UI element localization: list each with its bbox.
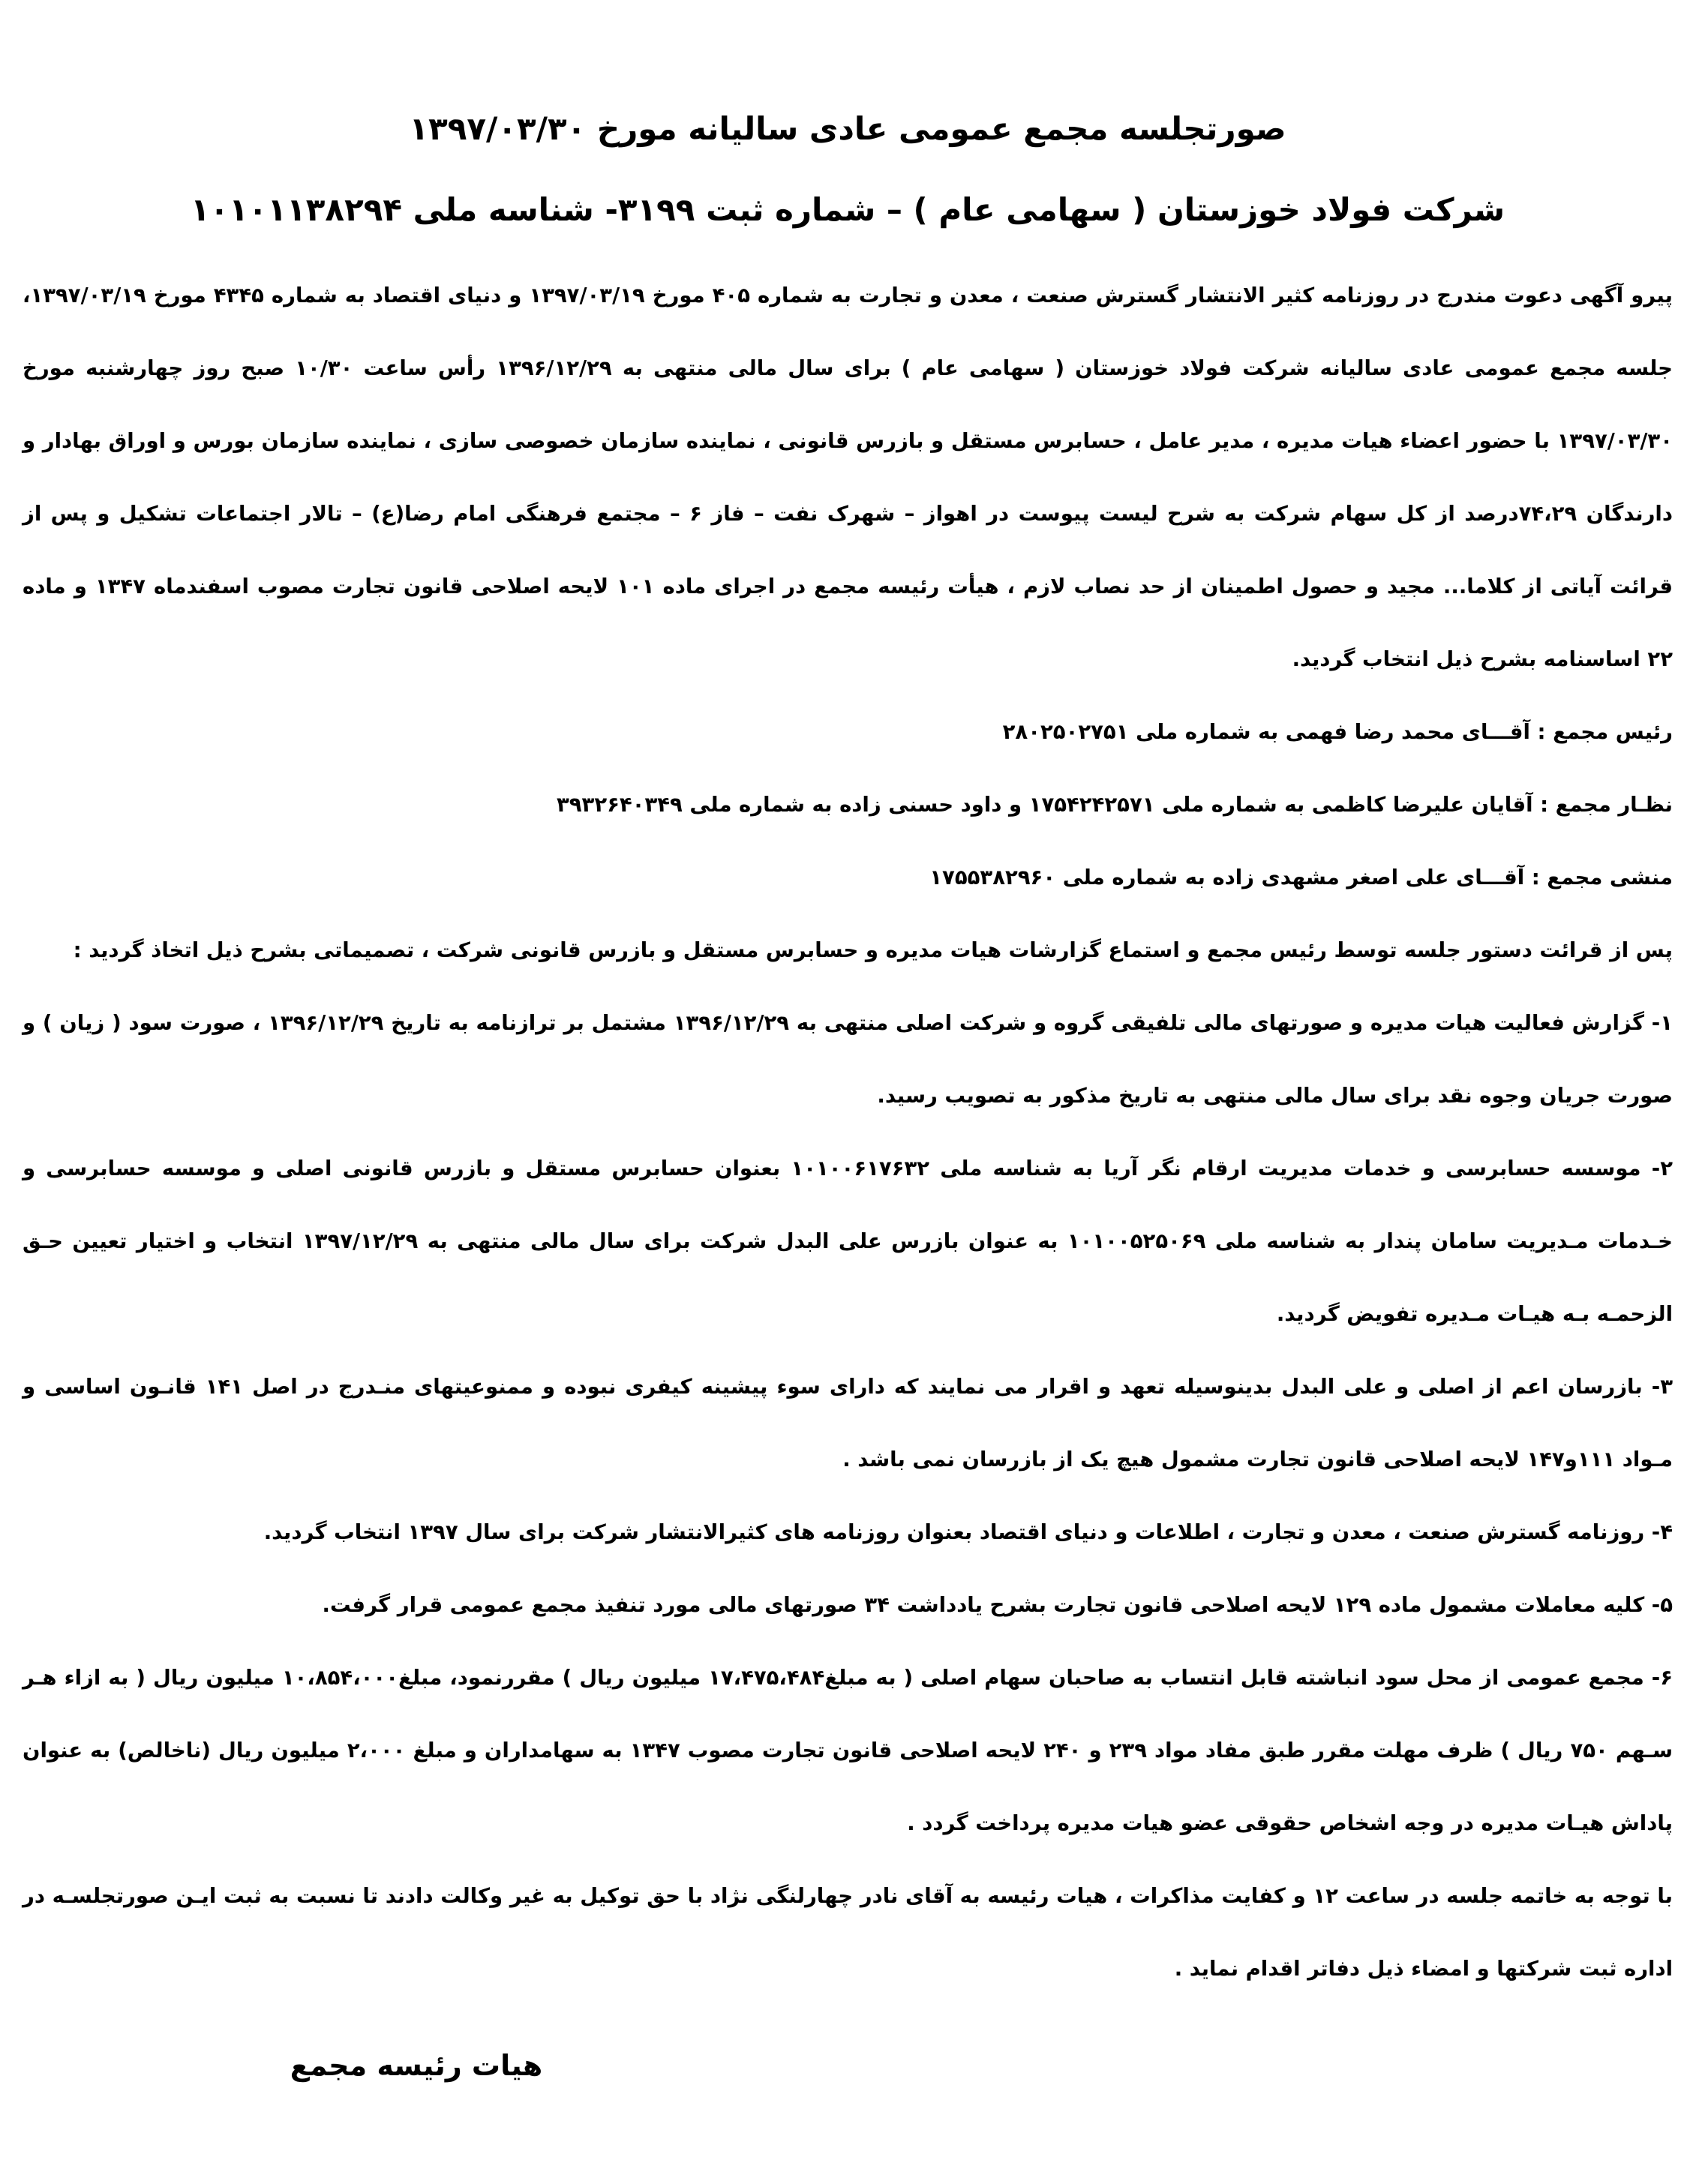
supervisors-line: نظـار مجمع : آقایان علیرضا کاظمی به شماره ملی ۱۷۵۴۲۴۲۵۷۱ و داود حسنی زاده به شماره ملی ۳۹۳۲۶۴۰۳۴۹ [556,793,1673,817]
document-body [23,260,1673,2006]
closing-paragraph: با توجه به خاتمه جلسه در ساعت ۱۲ و کفایت مذاکرات ، هیات رئیسه به آقای نادر چهارلنگی نژاد با حق توکیل به غیر وکالت دادند تا نسبت به ثبت ایـن صورتجلسـه در اداره ثبت شرکتها و امضاء ذیل دفاتر اقدام نماید . [23,1884,1673,1981]
chairman-line: رئیس مجمع : آقـــای محمد رضا فهمی به شماره ملی ۲۸۰۲۵۰۲۷۵۱ [1002,720,1673,744]
company-line: شرکت فولاد خوزستان ( سهامی عام ) – شماره ثبت ۳۱۹۹- شناسه ملی ۱۰۱۰۱۱۳۸۲۹۴ [190,191,1505,228]
decision-item: ۴- روزنامه گسترش صنعت ، معدن و تجارت ، اطلاعات و دنیای اقتصاد بعنوان روزنامه های کثیرالانتشار شرکت برای سال ۱۳۹۷ انتخاب گردید. [263,1520,1673,1544]
decisions-intro: پس از قرائت دستور جلسه توسط رئیس مجمع و استماع گزارشات هیات مدیره و حسابرس مستقل و بازرس قانونی شرکت ، تصمیماتی بشرح ذیل اتخاذ گردید : [73,938,1673,962]
document-title: صورتجلسه مجمع عمومی عادی سالیانه مورخ ۱۳۹۷/۰۳/۳۰ [409,110,1286,147]
signature-heading: هیات رئیسه مجمع [290,2049,543,2082]
secretary-line: منشی مجمع : آقـــای علی اصغر مشهدی زاده به شماره ملی ۱۷۵۵۳۸۲۹۶۰ [929,866,1673,890]
intro-paragraph: پیرو آگهی دعوت مندرج در روزنامه کثیر الانتشار گسترش صنعت ، معدن و تجارت به شماره ۴۰۵ مورخ ۱۳۹۷/۰۳/۱۹ و دنیای اقتصاد به شماره ۴۳۴۵ مورخ ۱۳۹۷/۰۳/۱۹، جلسه مجمع عمومی عادی سالیانه شرکت فولاد خوزستان ( سهامی عام ) برای سال مالی منتهی به ۱۳۹۶/۱۲/۲۹ رأس ساعت ۱۰/۳۰ صبح روز چهارشنبه مورخ ۱۳۹۷/۰۳/۳۰ با حضور اعضاء هیات مدیره ، مدیر عامل ، حسابرس مستقل و بازرس قانونی ، نماینده سازمان خصوصی سازی ، نماینده سازمان بورس و اوراق بهادار و دارندگان ۷۴،۲۹درصد از کل سهام شرکت به شرح لیست پیوست در اهواز – شهرک نفت – فاز ۶ – مجتمع فرهنگی امام رضا(ع) – تالار اجتماعات تشکیل و پس از قرائت آیاتی از کلاما... مجید و حصول اطمینان از حد نصاب لازم ، هیأت رئیسه مجمع در اجرای ماده ۱۰۱ لایحه اصلاحی قانون تجارت مصوب اسفندماه ۱۳۴۷ و ماده ۲۲ اساسنامه بشرح ذیل انتخاب گردید. [23,284,1673,671]
decision-item: ۶- مجمع عمومی از محل سود انباشته قابل انتساب به صاحبان سهام اصلی ( به مبلغ۱۷،۴۷۵،۴۸۴ میلیون ریال ) مقررنمود، مبلغ۱۰،۸۵۴،۰۰۰ میلیون ریال ( به ازاء هـر سـهم ۷۵۰ ریال ) ظرف مهلت مقرر طبق مفاد مواد ۲۳۹ و ۲۴۰ لایحه اصلاحی قانون تجارت مصوب ۱۳۴۷ به سهامداران و مبلغ ۲،۰۰۰ میلیون ریال (ناخالص) به عنوان پاداش هیـات مدیره در وجه اشخاص حقوقی عضو هیات مدیره پرداخت گردد . [23,1666,1673,1835]
decision-item: ۳- بازرسان اعم از اصلی و علی البدل بدینوسیله تعهد و اقرار می نمایند که دارای سوء پیشینه کیفری نبوده و ممنوعیتهای منـدرج در اصل ۱۴۱ قانـون اساسی و مـواد ۱۱۱و۱۴۷ لایحه اصلاحی قانون تجارت مشمول هیچ یک از بازرسان نمی باشد . [23,1375,1673,1472]
decision-item: ۵- کلیه معاملات مشمول ماده ۱۲۹ لایحه اصلاحی قانون تجارت بشرح یادداشت ۳۴ صورتهای مالی مورد تنفیذ مجمع عمومی قرار گرفت. [322,1593,1673,1617]
decision-item: ۱- گزارش فعالیت هیات مدیره و صورتهای مالی تلفیقی گروه و شرکت اصلی منتهی به ۱۳۹۶/۱۲/۲۹ مشتمل بر ترازنامه به تاریخ ۱۳۹۶/۱۲/۲۹ ، صورت سود ( زیان ) و صورت جریان وجوه نقد برای سال مالی منتهی به تاریخ مذکور به تصویب رسید. [23,1011,1673,1108]
decision-item: ۲- موسسه حسابرسی و خدمات مدیریت ارقام نگر آریا به شناسه ملی ۱۰۱۰۰۶۱۷۶۳۲ بعنوان حسابرس مستقل و بازرس قانونی اصلی و موسسه حسابرسی و خـدمات مـدیریت سامان پندار به شناسه ملی ۱۰۱۰۰۵۲۵۰۶۹ به عنوان بازرس علی البدل شرکت برای سال مالی منتهی به ۱۳۹۷/۱۲/۲۹ انتخاب و اختیار تعیین حـق الزحمـه بـه هیـات مـدیره تفویض گردید. [23,1156,1673,1326]
